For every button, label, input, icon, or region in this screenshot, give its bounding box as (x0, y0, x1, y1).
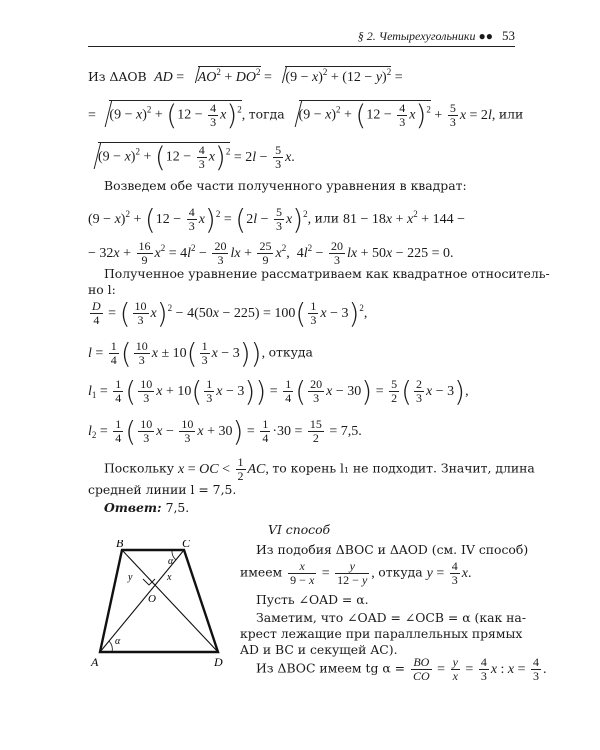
text-let: Пусть ∠OAD = α. (256, 592, 369, 607)
text-or-2: или (314, 210, 340, 226)
label-c: C (182, 540, 191, 550)
math-expanded-2: − 32x + $\frac{16}{9}$ $x^2 = 4l^2$ − $\frac{20}{3}$ lx + $\frac{25}{9}$ $x^2$, $4l^2$ − $\frac{20}{3}$ lx + 50x − 225 = 0. (88, 239, 454, 267)
equation-l (88, 336, 313, 370)
equation-l1 (88, 374, 469, 408)
math-l1: $l_1$ = $\frac{1}{4}$ ( $\frac{10}{3}$ x + 10( $\frac{1}{3}$ x − 3)) = $\frac{1}{4}$ ( $\frac{20}{3}$ x − 30) = $\frac{5}{2}$ ( $\frac{2}{3}$ x − 3), (88, 374, 469, 408)
math-l: l = $\frac{1}{4}$ ( $\frac{10}{3}$ x ± 10( $\frac{1}{3}$ x − 3)), (88, 336, 269, 370)
math-tg: $\frac{BO}{CO}$ = $\frac{y}{x}$ = $\frac{4}{3}$ x : x = $\frac{4}{3}$ . (413, 655, 547, 683)
math-expanded-1: $81 - 18x + x^2 + 144$ − (343, 208, 466, 227)
text-from-boc: Из ΔBOC имеем tg α = (256, 660, 406, 676)
text-note-2: крест лежащие при параллельных прямых (240, 626, 523, 641)
text-since-line (104, 456, 535, 483)
math-sub-2: $(9 - x)^2 + (12$ − $\frac{4}{3}$ x)$^2$ + $\frac{5}{3}$ x = 2l, (289, 108, 499, 123)
label-alpha-c: α (168, 556, 174, 567)
label-a: A (91, 655, 99, 669)
math-ad-expr: AD = $AO^2 + DO^2 = (9 - x)^2 + (12 - y)^2$ = (154, 67, 403, 85)
text-then: тогда (248, 106, 285, 122)
math-y: y = $\frac{4}{3}$ x. (426, 559, 472, 587)
text-since: Поскольку (104, 460, 175, 476)
trapezoid-figure (88, 540, 238, 670)
text-similar: Из подобия ΔBOC и ΔAOD (см. IV способ) (256, 542, 529, 557)
text-from-aob: Из ΔAOB (88, 69, 147, 84)
header-text (358, 28, 515, 44)
equation-l2 (88, 414, 362, 448)
text-root-fails: то корень l₁ не подходит. Значит, длина (272, 460, 535, 476)
equation-squared (88, 202, 466, 236)
equation-tg (256, 656, 547, 683)
text-note-3: AD и BC и секущей AC). (240, 642, 398, 657)
answer-label: Ответ: (104, 500, 162, 515)
text-midline: средней линии l = 7,5. (88, 482, 237, 497)
math-sub-1: = $(9 - x)^2 + (12$ − $\frac{4}{3}$ x)$^2$, (88, 98, 249, 132)
math-x-oc: x = OC < $\frac{1}{2}$ AC, (178, 455, 273, 483)
text-or: или (498, 106, 524, 122)
text-whence: откуда (268, 344, 313, 360)
text-have: имеем (240, 564, 283, 580)
math-discriminant: $\frac{D}{4}$ = ( $\frac{10}{3}$ x)$^2$ − 4(50x − 225) = 100( $\frac{1}{3}$ x − 3)$^2$, (92, 296, 368, 330)
running-header (88, 28, 515, 47)
label-x: x (167, 572, 172, 583)
equation-isolated (88, 140, 295, 174)
label-alpha-a: α (115, 636, 121, 647)
equation-ratio (240, 560, 471, 587)
method-title: VI способ (268, 522, 331, 537)
right-angle-mark (143, 579, 155, 585)
text-quad-intro-2: но l: (88, 282, 116, 297)
header-bullets: ●● (478, 29, 493, 43)
text-note-1: Заметим, что ∠OAD = ∠OCB = α (как на- (256, 610, 527, 625)
page-number: 53 (502, 28, 515, 43)
equation-ad (88, 66, 403, 85)
math-l2: $l_2$ = $\frac{1}{4}$ ( $\frac{10}{3}$ x − $\frac{10}{3}$ x + 30) = $\frac{1}{4}$ ·30 = $\frac{15}{2}$ = 7,5. (88, 414, 362, 448)
label-y: y (128, 572, 133, 583)
equation-expanded (88, 240, 454, 267)
label-o: O (148, 593, 156, 605)
math-squared: $(9 - x)^2 + (12$ − $\frac{4}{3}$ x)$^2$ = (2l − $\frac{5}{3}$ x)$^2$, (88, 202, 315, 236)
math-isolated: $(9 - x)^2 + (12$ − $\frac{4}{3}$ x)$^2$ = 2l − $\frac{5}{3}$ x. (88, 150, 295, 165)
text-square-both: Возведем обе части полученного уравнения в квадрат: (104, 178, 467, 193)
alpha-arc-a (109, 641, 112, 652)
header-section: § 2. Четырехугольники (357, 29, 476, 43)
answer (104, 502, 189, 514)
label-b: B (116, 540, 124, 550)
label-d: D (214, 655, 223, 669)
text-whence-y: откуда (378, 564, 423, 580)
equation-discriminant (88, 296, 368, 330)
equation-substituted (88, 98, 524, 132)
text-quad-intro-1: Полученное уравнение рассматриваем как квадратное относитель- (104, 266, 550, 281)
math-ratio: $\frac{x}{9 - x}$ = $\frac{y}{12 - y}$ , (290, 559, 379, 587)
answer-value: 7,5. (165, 500, 190, 515)
